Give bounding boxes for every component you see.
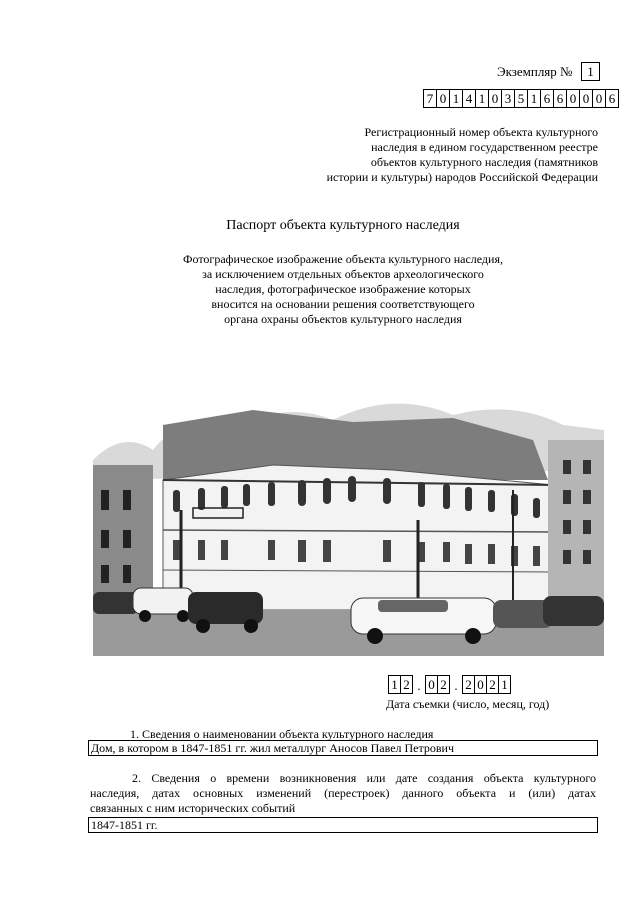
reg-digit: 6	[553, 89, 566, 108]
reg-digit: 0	[436, 89, 449, 108]
registration-caption-line: истории и культуры) народов Российской Федерации	[326, 170, 598, 184]
reg-digit: 1	[527, 89, 540, 108]
date-digit: 2	[486, 675, 498, 694]
reg-digit: 0	[579, 89, 592, 108]
photo-date	[388, 675, 511, 694]
registration-caption-line: объектов культурного наследия (памятников	[370, 155, 598, 169]
section1-heading: 1. Сведения о наименовании объекта культурного наследия	[130, 727, 434, 741]
reg-digit: 4	[462, 89, 475, 108]
photo-caption-line: вносится на основании решения соответствующего	[211, 297, 475, 311]
reg-digit: 5	[514, 89, 527, 108]
page-title: Паспорт объекта культурного наследия	[226, 218, 460, 233]
copy-number-box: 1	[581, 62, 600, 81]
section2-heading-line: связанных с ним исторических событий	[90, 801, 296, 815]
photo-caption-line: органа охраны объектов культурного наследия	[224, 312, 462, 326]
photo-caption-line: наследия, фотографическое изображение которых	[215, 282, 471, 296]
reg-digit: 6	[605, 89, 619, 108]
reg-digit: 3	[501, 89, 514, 108]
photo-caption	[0, 252, 640, 327]
date-digit: 1	[498, 675, 511, 694]
reg-digit: 6	[540, 89, 553, 108]
date-separator: .	[454, 678, 458, 693]
section1-value: Дом, в котором в 1847-1851 гг. жил металлург Аносов Павел Петрович	[88, 740, 598, 756]
registration-caption	[278, 125, 598, 185]
section2-heading-line: наследия, датах основных изменений (перестроек) данного объекта и (или) датах	[90, 786, 596, 800]
date-digit: 0	[474, 675, 486, 694]
reg-digit: 0	[592, 89, 605, 108]
building-photo	[93, 370, 604, 656]
building-photo-drawing	[93, 370, 604, 656]
section2-heading	[90, 771, 596, 816]
registration-caption-line: Регистрационный номер объекта культурного	[364, 125, 598, 139]
section2-value: 1847-1851 гг.	[88, 817, 598, 833]
date-digit: 1	[388, 675, 400, 694]
reg-digit: 0	[566, 89, 579, 108]
photo-caption-line: за исключением отдельных объектов археологического	[202, 267, 484, 281]
date-digit: 2	[462, 675, 474, 694]
reg-digit: 1	[449, 89, 462, 108]
registration-number	[423, 89, 619, 108]
date-digit: 2	[400, 675, 413, 694]
photo-caption-line: Фотографическое изображение объекта культурного наследия,	[183, 252, 503, 266]
registration-caption-line: наследия в едином государственном реестре	[371, 140, 598, 154]
date-separator: .	[417, 678, 421, 693]
reg-digit: 0	[488, 89, 501, 108]
photo-date-caption: Дата съемки (число, месяц, год)	[386, 697, 550, 711]
reg-digit: 7	[423, 89, 436, 108]
copy-label: Экземпляр №	[497, 64, 573, 79]
reg-digit: 1	[475, 89, 488, 108]
date-digit: 2	[437, 675, 450, 694]
section2-heading-line: 2. Сведения о времени возникновения или дате создания объекта культурного	[132, 771, 596, 785]
date-digit: 0	[425, 675, 437, 694]
